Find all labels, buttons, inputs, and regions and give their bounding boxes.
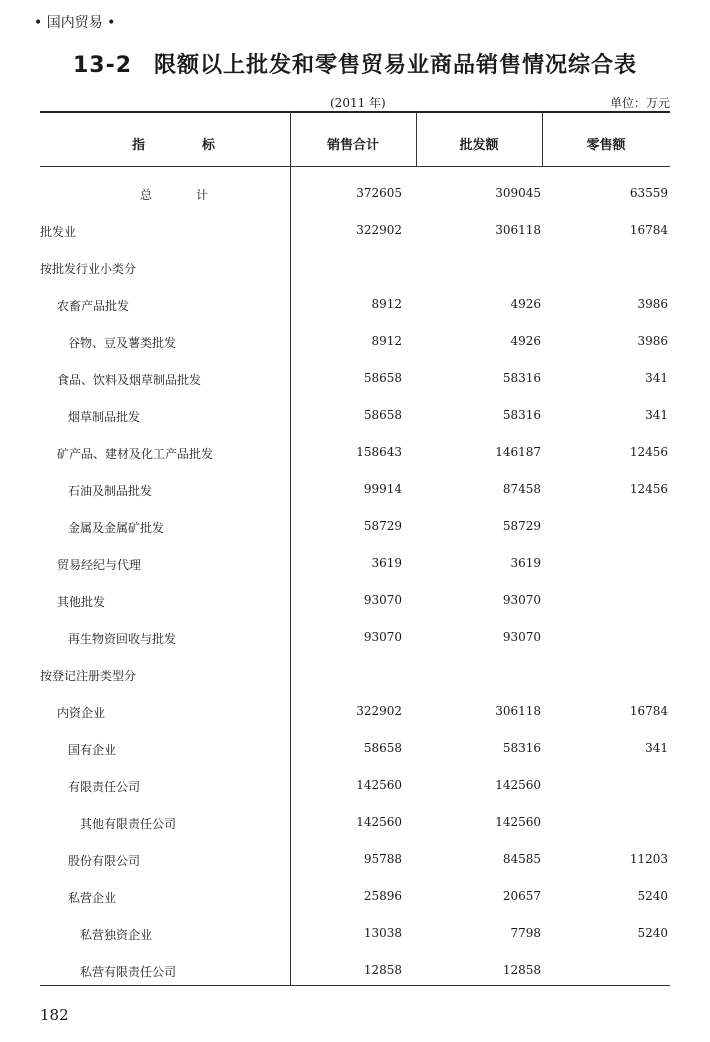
wholesale-cell: 142560	[495, 778, 541, 792]
sales-total-cell: 58658	[363, 741, 402, 755]
sales-total-cell: 95788	[363, 852, 402, 866]
retail-cell: 12456	[629, 482, 668, 496]
wholesale-cell: 87458	[502, 482, 541, 496]
sales-total-cell: 322902	[356, 704, 402, 718]
table-row	[0, 877, 710, 914]
table-row	[0, 914, 710, 951]
row-label: 股份有限公司	[68, 854, 141, 868]
sales-total-cell: 12858	[363, 963, 402, 977]
table-row	[0, 285, 710, 322]
table-row	[0, 618, 710, 655]
page-number: 182	[40, 1006, 69, 1024]
table-row	[0, 544, 710, 581]
row-label	[140, 186, 208, 203]
wholesale-cell: 306118	[495, 223, 541, 237]
table-row	[0, 248, 710, 285]
table-row	[0, 507, 710, 544]
unit-label: 单位：万元	[609, 96, 670, 110]
header-divider-rule	[40, 166, 670, 167]
page-title	[0, 48, 710, 79]
row-label: 按批发行业小类分	[40, 262, 137, 276]
wholesale-cell: 4926	[510, 297, 541, 311]
retail-cell: 16784	[629, 704, 668, 718]
sales-total-cell: 142560	[356, 815, 402, 829]
retail-cell: 3986	[637, 297, 668, 311]
retail-cell: 16784	[629, 223, 668, 237]
wholesale-cell: 20657	[502, 889, 541, 903]
wholesale-cell: 93070	[502, 630, 541, 644]
table-title: 限额以上批发和零售贸易业商品销售情况综合表	[154, 53, 638, 78]
table-row	[0, 766, 710, 803]
row-label: 其他有限责任公司	[80, 817, 177, 831]
header-sales-total: 销售合计	[326, 138, 379, 153]
table-row	[0, 211, 710, 248]
table-row	[0, 692, 710, 729]
retail-cell: 63559	[629, 186, 668, 200]
table-row	[0, 581, 710, 618]
header-indicator-char-1: 指	[132, 138, 146, 153]
wholesale-cell: 146187	[495, 445, 541, 459]
sales-total-cell: 58658	[363, 408, 402, 422]
wholesale-cell: 58316	[502, 408, 541, 422]
wholesale-cell: 84585	[502, 852, 541, 866]
wholesale-cell: 3619	[510, 556, 541, 570]
table-row	[0, 803, 710, 840]
sales-total-cell: 158643	[356, 445, 402, 459]
retail-cell: 3986	[637, 334, 668, 348]
sales-total-cell: 13038	[363, 926, 402, 940]
row-label: 谷物、豆及薯类批发	[68, 336, 177, 350]
table-row	[0, 655, 710, 692]
row-label: 批发业	[40, 225, 77, 239]
row-label: 再生物资回收与批发	[68, 632, 177, 646]
sales-total-cell: 322902	[356, 223, 402, 237]
retail-cell: 5240	[637, 889, 668, 903]
row-label: 国有企业	[68, 743, 117, 757]
row-label: 矿产品、建材及化工产品批发	[57, 447, 214, 461]
wholesale-cell: 58316	[502, 371, 541, 385]
table-row	[0, 396, 710, 433]
section-label: • 国内贸易 •	[34, 15, 116, 31]
retail-cell: 341	[645, 371, 668, 385]
table-row	[0, 322, 710, 359]
sales-total-cell: 8912	[371, 297, 402, 311]
wholesale-cell: 93070	[502, 593, 541, 607]
row-label: 内资企业	[57, 706, 106, 720]
header-retail: 零售额	[586, 138, 626, 153]
sales-total-cell: 25896	[363, 889, 402, 903]
row-label: 烟草制品批发	[68, 410, 141, 424]
row-label: 其他批发	[57, 595, 106, 609]
header-wholesale: 批发额	[459, 138, 499, 153]
wholesale-cell: 309045	[495, 186, 541, 200]
row-label-char-1: 总	[140, 188, 153, 202]
row-label: 按登记注册类型分	[40, 669, 137, 683]
row-label: 金属及金属矿批发	[68, 521, 165, 535]
row-label: 食品、饮料及烟草制品批发	[57, 373, 202, 387]
header-indicator-char-2: 标	[202, 138, 216, 153]
wholesale-cell: 12858	[502, 963, 541, 977]
year-label: (2011 年)	[330, 96, 386, 110]
wholesale-cell: 58316	[502, 741, 541, 755]
table-row	[0, 174, 710, 211]
row-label: 贸易经纪与代理	[57, 558, 142, 572]
table-number: 13-2	[72, 53, 133, 78]
sales-total-cell: 99914	[363, 482, 402, 496]
retail-cell: 341	[645, 408, 668, 422]
wholesale-cell: 58729	[502, 519, 541, 533]
retail-cell: 12456	[629, 445, 668, 459]
row-label: 农畜产品批发	[57, 299, 130, 313]
sales-total-cell: 3619	[371, 556, 402, 570]
row-label: 私营独资企业	[80, 928, 153, 942]
wholesale-cell: 142560	[495, 815, 541, 829]
retail-cell: 5240	[637, 926, 668, 940]
wholesale-cell: 306118	[495, 704, 541, 718]
table-top-rule	[40, 111, 670, 113]
sales-total-cell: 8912	[371, 334, 402, 348]
table-body	[0, 174, 710, 988]
wholesale-cell: 7798	[510, 926, 541, 940]
table-row	[0, 951, 710, 988]
table-row	[0, 359, 710, 396]
wholesale-cell: 4926	[510, 334, 541, 348]
table-row	[0, 433, 710, 470]
sales-total-cell: 372605	[356, 186, 402, 200]
sales-total-cell: 58658	[363, 371, 402, 385]
sales-total-cell: 142560	[356, 778, 402, 792]
table-row	[0, 470, 710, 507]
sales-total-cell: 93070	[363, 593, 402, 607]
row-label: 石油及制品批发	[68, 484, 153, 498]
retail-cell: 11203	[629, 852, 668, 866]
row-label: 私营企业	[68, 891, 117, 905]
row-label: 私营有限责任公司	[80, 965, 177, 979]
table-row	[0, 729, 710, 766]
row-label: 有限责任公司	[68, 780, 141, 794]
table-row	[0, 840, 710, 877]
row-label-char-2: 计	[196, 188, 209, 202]
sales-total-cell: 58729	[363, 519, 402, 533]
retail-cell: 341	[645, 741, 668, 755]
sales-total-cell: 93070	[363, 630, 402, 644]
